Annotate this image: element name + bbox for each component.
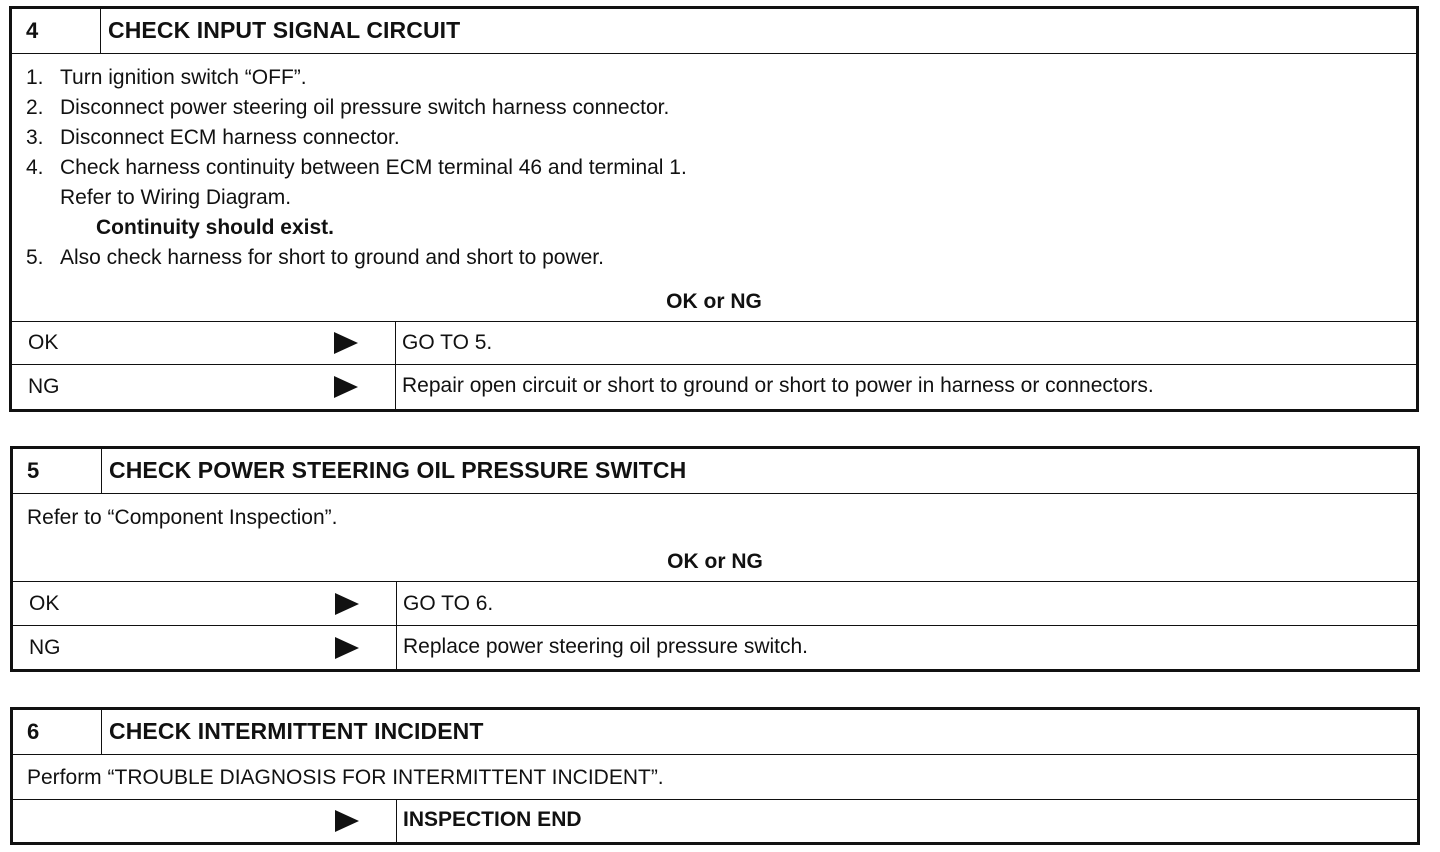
- result-action: GO TO 5.: [402, 331, 493, 354]
- result-row-ok: [12, 322, 1416, 365]
- result-label: NG: [29, 636, 61, 659]
- step-5-instructions: [13, 494, 1417, 582]
- result-action: INSPECTION END: [403, 808, 582, 831]
- result-row-end: [13, 800, 1417, 842]
- instruction-line: Refer to “Component Inspection”.: [27, 506, 338, 529]
- result-label: NG: [28, 375, 60, 398]
- step-4-header: [12, 9, 1416, 54]
- instruction-line: 4. Check harness continuity between ECM terminal 46 and terminal 1.: [26, 156, 687, 179]
- step-number: 5: [13, 449, 102, 493]
- ok-or-ng-label: OK or NG: [666, 290, 762, 313]
- result-action: GO TO 6.: [403, 592, 494, 615]
- result-label-cell: [13, 800, 397, 842]
- instruction-line: Refer to Wiring Diagram.: [60, 186, 292, 209]
- result-label-cell: [13, 626, 397, 669]
- step-6-block: [10, 707, 1420, 845]
- right-triangle-arrow-icon: [335, 810, 359, 832]
- result-label-cell: [13, 582, 397, 625]
- step-4-block: [9, 6, 1419, 412]
- step-6-header: [13, 710, 1417, 755]
- right-triangle-arrow-icon: [335, 637, 359, 659]
- result-label: OK: [28, 331, 59, 354]
- result-row-ng: [12, 365, 1416, 409]
- right-triangle-arrow-icon: [335, 593, 359, 615]
- result-label: OK: [29, 592, 60, 615]
- step-number: 4: [12, 9, 101, 53]
- step-4-instructions: [12, 54, 1416, 322]
- step-5-header: [13, 449, 1417, 494]
- ok-or-ng-label: OK or NG: [667, 550, 763, 573]
- result-row-ng: [13, 626, 1417, 669]
- step-title: CHECK POWER STEERING OIL PRESSURE SWITCH: [109, 457, 687, 483]
- step-title: CHECK INPUT SIGNAL CIRCUIT: [108, 17, 461, 43]
- instruction-line: 1. Turn ignition switch “OFF”.: [26, 66, 307, 89]
- result-action: Repair open circuit or short to ground or short to power in harness or connectors.: [402, 374, 1154, 397]
- instruction-line: 5. Also check harness for short to ground and short to power.: [26, 246, 604, 269]
- expected-result: Continuity should exist.: [96, 216, 335, 239]
- instruction-line: 2. Disconnect power steering oil pressure switch harness connector.: [26, 96, 670, 119]
- right-triangle-arrow-icon: [334, 332, 358, 354]
- step-6-instructions: [13, 755, 1417, 800]
- instruction-line: Perform “TROUBLE DIAGNOSIS FOR INTERMITTENT INCIDENT”.: [27, 766, 664, 789]
- result-row-ok: [13, 582, 1417, 626]
- result-action: Replace power steering oil pressure switch.: [403, 635, 809, 658]
- right-triangle-arrow-icon: [334, 376, 358, 398]
- step-title: CHECK INTERMITTENT INCIDENT: [109, 718, 484, 744]
- result-label-cell: [12, 365, 396, 409]
- result-label-cell: [12, 322, 396, 364]
- instruction-line: 3. Disconnect ECM harness connector.: [26, 126, 400, 149]
- step-5-block: [10, 446, 1420, 672]
- step-number: 6: [13, 710, 102, 754]
